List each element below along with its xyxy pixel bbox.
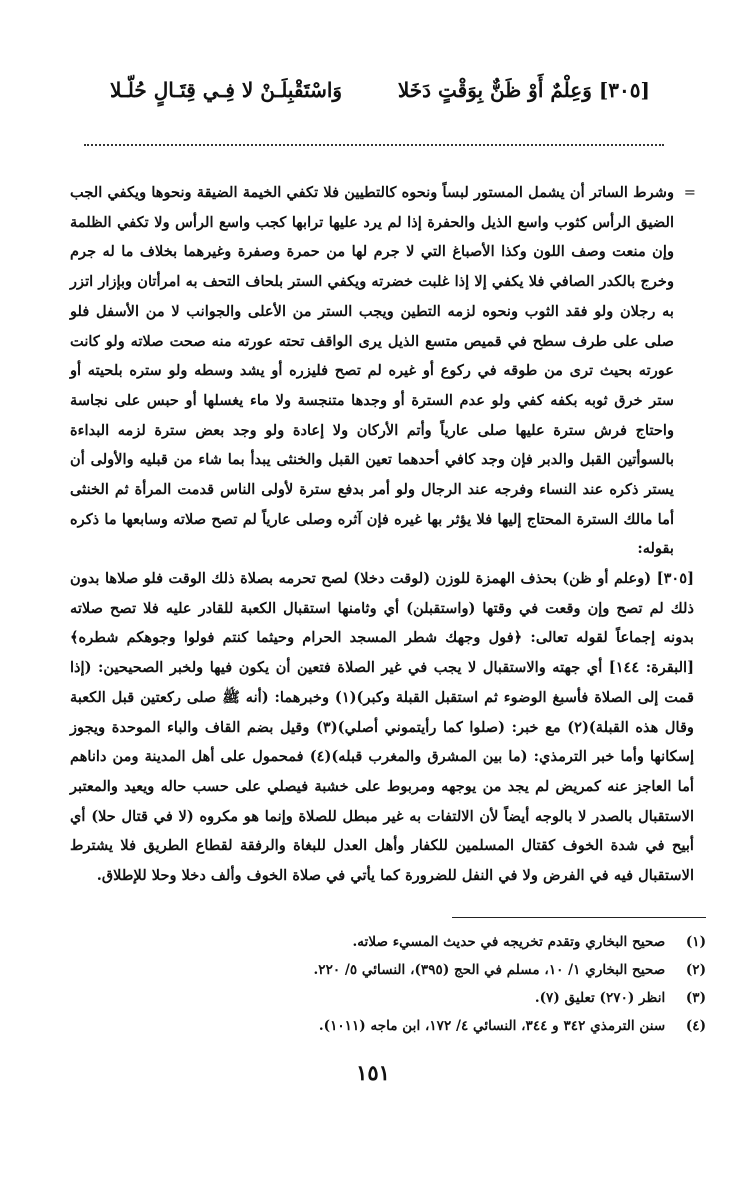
footnote-text: انظر (٢٧٠) تعليق (٧).	[534, 990, 666, 1006]
footnote-separator	[452, 917, 706, 918]
dotted-separator	[84, 144, 664, 146]
verse-first-hemistich: [٣٠٥] وَعِلْمٌ أَوْ ظَنٌّ بِوَقْتٍ دَخَلا	[397, 78, 650, 102]
paragraph-text: وشرط الساتر أن يشمل المستور لبساً ونحوه كالتطيين فلا تكفي الخيمة الضيقة ونحوها ويكفي الجب الضيق الرأس كثوب واسع الذيل والحفرة إذا لم يرد عليها ترابها كجب واسع الرأس ولا تكفي الظلمة وإن منعت وصف اللون وكذا الأصباغ التي لا جرم لها من حمرة وصفرة وغيرهما بخلاف ما له جرم وخرج بالكدر الصافي فلا يكفي إلا إذا غلبت خضرته ويكفي الستر بلحاف التحف به امرأتان وبإزار اتزر به رجلان ولو فقد الثوب ونحوه لزمه التطين ويجب الستر من الأعلى والجوانب لا من الأسفل فلو صلى على طرف سطح في قميص متسع الذيل يرى الواقف تحته عورته منه صحت صلاته ولو كانت عورته بحيث ترى من طوقه في ركوع أو غيره لم تصح فليزره أو يشد وسطه ولو ستره بلحيته أو ستر خرق ثوبه بكفه كفي ولو عدم السترة أو وجدها متنجسة ولا ماء يغسلها أو حبس على نجاسة واحتاج فرش سترة عليها صلى عارياً وأتم الأركان ولا إعادة ولو وجد بعض سترة لزمه البداءة بالسوأتين القبل والدبر فإن وجد كافي أحدهما تعين القبل والخنثى يبدأ بما شاء من قبليه والأولى أن يستر ذكره عند النساء وفرجه عند الرجال ولو أمر بدفع سترة لأولى الناس قدمت المرأة ثم الخنثى أما مالك السترة المحتاج إليها فلا يؤثر بها غيره فإن آثره وصلى عارياً لم تصح صلاته وسابعها ما ذكره بقوله:	[70, 184, 674, 558]
footnote	[76, 1012, 706, 1040]
page-number: ١٥١	[356, 1060, 390, 1085]
footnotes	[76, 928, 706, 1040]
commentary-paragraph-verse-305	[70, 564, 694, 891]
continuation-marker: =	[683, 184, 696, 201]
footnote	[76, 956, 706, 984]
paragraph-text: [٣٠٥] (وعلم أو ظن) بحذف الهمزة للوزن (لوقت دخلا) لصح تحرمه بصلاة ذلك الوقت فلو صلاها بدون ذلك لم تصح وإن وقعت في وقتها (واستقبلن) أي وثامنها استقبال الكعبة للقادر عليه فلا تصح صلاته بدونه إجماعاً لقوله تعالى: ﴿فول وجهك شطر المسجد الحرام وحيثما كنتم فولوا وجوهكم شطره﴾ [البقرة: ١٤٤] أي جهته والاستقبال لا يجب في غير الصلاة فتعين أن يكون فيها ولخبر الصحيحين: (إذا قمت إلى الصلاة فأسبغ الوضوء ثم استقبل القبلة وكبر)(١) وخبرهما: (أنه ﷺ صلى ركعتين قبل الكعبة وقال هذه القبلة)(٢) مع خبر: (صلوا كما رأيتموني أصلي)(٣) وقيل بضم القاف والباء الموحدة ويجوز إسكانها وأما خبر الترمذي: (ما بين المشرق والمغرب قبله)(٤) فمحمول على أهل المدينة ومن داناهم أما العاجز عنه كمريض لم يجد من يوجهه ومربوط على خشبة فيصلي على حسب حاله ويعيد والمعتبر الاستقبال بالصدر لا بالوجه أيضاً لأن الالتفات به غير مبطل للصلاة وإنما هو مكروه (لا في قتال حلا) أي أبيح في شدة الخوف كقتال المسلمين للكفار وأهل العدل للبغاة والرفقة لقطاع الطريق فلا يشترط الاستقبال فيه في الفرض ولا في النفل للضرورة كما يأتي في صلاة الخوف وألف دخلا وحلا للإطلاق.	[70, 570, 695, 885]
footnote-number: (٢)	[685, 962, 706, 978]
commentary-paragraph-continued	[70, 178, 696, 564]
footnote	[76, 928, 706, 956]
footnote-number: (١)	[685, 934, 706, 950]
footnote-number: (٣)	[685, 990, 706, 1006]
footnote	[76, 984, 706, 1012]
footnote-text: صحيح البخاري ١/ ١٠، مسلم في الحج (٣٩٥)، النسائي ٥/ ٢٢٠.	[313, 962, 666, 978]
footnote-number: (٤)	[685, 1018, 706, 1034]
footnote-text: صحيح البخاري وتقدم تخريجه في حديث المسيء صلاته.	[352, 934, 666, 950]
verse-second-hemistich: وَاسْتَقْبِلَـنْ لا فِـي قِتَـالٍ حُلّـلا	[110, 78, 343, 102]
footnote-text: سنن الترمذي ٣٤٢ و ٣٤٤، النسائي ٤/ ١٧٢، ابن ماجه (١٠١١).	[318, 1018, 666, 1034]
verse-header	[110, 78, 650, 102]
